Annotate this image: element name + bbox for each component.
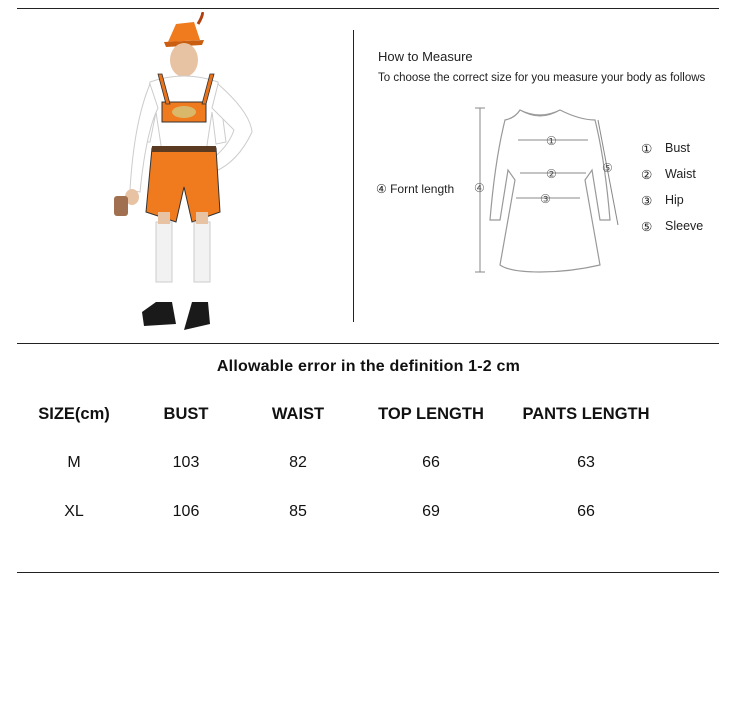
legend-label: Sleeve bbox=[665, 219, 704, 233]
table-row bbox=[0, 493, 729, 542]
diagram-mark-bust: ① bbox=[546, 134, 557, 148]
diagram-mark-hip: ③ bbox=[540, 192, 551, 206]
table-header: WAIST bbox=[271, 405, 325, 423]
legend-num: ② bbox=[641, 167, 653, 182]
measure-legend bbox=[641, 135, 703, 239]
allowable-error-note: Allowable error in the definition 1-2 cm bbox=[216, 358, 521, 375]
legend-label: Waist bbox=[665, 167, 696, 181]
legend-num: ③ bbox=[641, 193, 653, 208]
table-header: SIZE(cm) bbox=[38, 405, 110, 423]
legend-label: Hip bbox=[665, 193, 684, 207]
measure-title: How to Measure bbox=[378, 49, 473, 64]
table-header: BUST bbox=[163, 405, 209, 423]
table-cell: 66 bbox=[577, 503, 595, 520]
middle-divider bbox=[17, 343, 719, 344]
top-divider bbox=[17, 8, 719, 9]
model-photo bbox=[110, 12, 265, 342]
table-cell: 63 bbox=[577, 454, 595, 471]
table-cell: 106 bbox=[172, 503, 200, 520]
diagram-mark-front: ④ bbox=[474, 181, 485, 195]
dress-diagram bbox=[470, 100, 640, 280]
table-row bbox=[0, 444, 729, 493]
diagram-mark-sleeve: ⑤ bbox=[602, 161, 613, 175]
table-cell: 69 bbox=[422, 503, 440, 520]
legend-item bbox=[641, 213, 703, 239]
legend-num: ⑤ bbox=[641, 219, 653, 234]
legend-label: Bust bbox=[665, 141, 691, 155]
legend-num: ① bbox=[641, 141, 653, 156]
table-cell: 103 bbox=[172, 454, 200, 471]
table-header: TOP LENGTH bbox=[378, 405, 484, 423]
front-length-label: ④ Fornt length bbox=[376, 182, 455, 196]
table-cell: 82 bbox=[289, 454, 307, 471]
table-cell: 85 bbox=[289, 503, 307, 520]
legend-item bbox=[641, 187, 703, 213]
table-cell: M bbox=[67, 454, 81, 471]
section-divider bbox=[353, 30, 354, 322]
table-cell: XL bbox=[64, 503, 84, 520]
diagram-mark-waist: ② bbox=[546, 167, 557, 181]
table-header-row bbox=[0, 395, 729, 444]
size-table bbox=[0, 395, 729, 542]
legend-item bbox=[641, 135, 703, 161]
measure-subtitle: To choose the correct size for you measure your body as follows bbox=[378, 72, 706, 84]
table-cell: 66 bbox=[422, 454, 440, 471]
table-header: PANTS LENGTH bbox=[522, 405, 650, 423]
bottom-divider bbox=[17, 572, 719, 573]
legend-item bbox=[641, 161, 703, 187]
